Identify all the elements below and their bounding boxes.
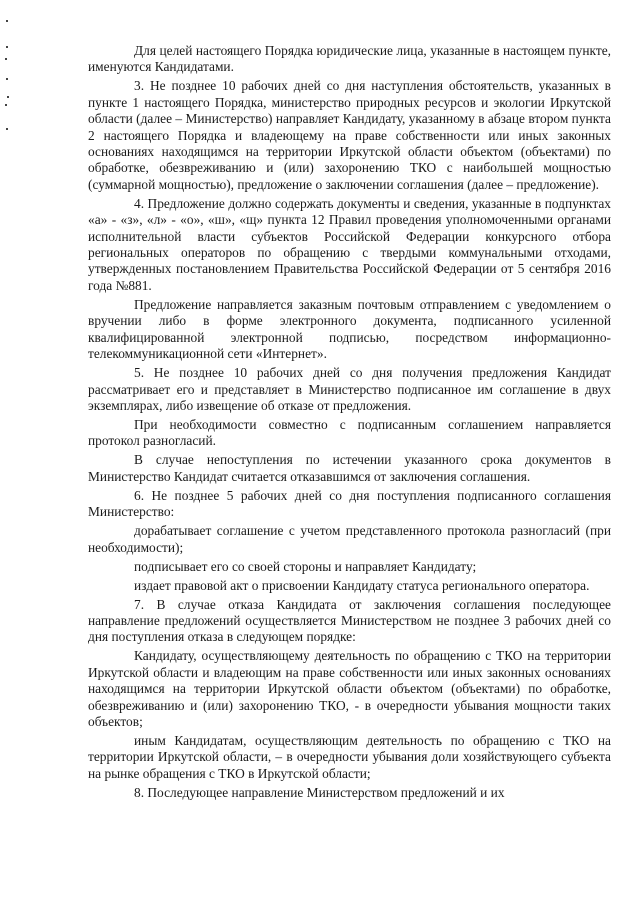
scan-speck (6, 46, 8, 48)
paragraph: 4. Предложение должно содержать документы и сведения, указанные в подпунктах «а» - «з», «л» - «о», «ш», «щ» пункта 12 Правил проведения уполномоченными органами исполнительной власти субъектов Российской Федерации конкурсного отбора региональных операторов по обращению с твердыми коммунальными отходами, утвержденных постановлением Правительства Российской Федерации от 5 сентября 2016 года №881. (88, 195, 611, 293)
paragraph: 5. Не позднее 10 рабочих дней со дня получения предложения Кандидат рассматривает его и представляет в Министерство подписанное им соглашение в двух экземплярах, либо извещение об отказе от предложения. (88, 365, 611, 413)
paragraph: При необходимости совместно с подписанным соглашением направляется протокол разногласий. (88, 416, 611, 449)
scan-speck (5, 58, 7, 60)
paragraph: Предложение направляется заказным почтовым отправлением с уведомлением о вручении либо в форме электронного документа, подписанного усиленной квалифицированной электронной подписью, посредством информационно-телекоммуникационной сети «Интернет». (88, 296, 611, 362)
scan-speck (6, 20, 8, 22)
scan-speck (6, 128, 8, 130)
paragraph: 6. Не позднее 5 рабочих дней со дня поступления подписанного соглашения Министерство: (88, 487, 611, 520)
paragraph: иным Кандидатам, осуществляющим деятельность по обращению с ТКО на территории Иркутской области, – в очередности убывания доли хозяйствующего субъекта на рынке обращения с ТКО в Иркутской области; (88, 732, 611, 781)
paragraph: подписывает его со своей стороны и направляет Кандидату; (134, 558, 477, 574)
paragraph: издает правовой акт о присвоении Кандидату статуса регионального оператора. (134, 577, 590, 593)
paragraph: 7. В случае отказа Кандидата от заключения соглашения последующее направление предложений осуществляется Министерством не позднее 3 рабочих дней со дня поступления отказа в следующем порядке: (88, 596, 611, 645)
paragraph: 8. Последующее направление Министерством предложений и их (134, 784, 505, 800)
scan-speck (7, 96, 9, 98)
paragraph: В случае непоступления по истечении указанного срока документов в Министерство Кандидат считается отказавшимся от заключения соглашения. (88, 452, 611, 484)
scan-speck (5, 104, 7, 106)
scan-speck (6, 78, 8, 80)
paragraph: 3. Не позднее 10 рабочих дней со дня наступления обстоятельств, указанных в пункте 1 настоящего Порядка, министерство природных ресурсов и экологии Иркутской области (далее – Министерство) направляет Кандидату, указанному в абзаце втором пункта 2 настоящего Порядка и владеющему на праве собственности или иных законных основаниях находящимся на территории Иркутской области объектом (объектами) по обработке, обезвреживанию и (или) захоронению ТКО с наибольшей мощностью (суммарной мощностью), предложение о заключении соглашения (далее – предложение). (88, 78, 611, 192)
paragraph: Кандидату, осуществляющему деятельность по обращению с ТКО на территории Иркутской области и владеющим на праве собственности или иных законных основаниях находящимся на территории Иркутской области объектом (объектами) по обработке, обезвреживанию и (или) захоронению ТКО, - в очередности убывания мощности таких объектов; (88, 648, 611, 729)
document-body (88, 43, 611, 801)
paragraph: дорабатывает соглашение с учетом представленного протокола разногласий (при необходимости); (88, 523, 611, 555)
paragraph: Для целей настоящего Порядка юридические лица, указанные в настоящем пункте, именуются Кандидатами. (88, 43, 611, 75)
scan-margin-marks (0, 0, 30, 905)
